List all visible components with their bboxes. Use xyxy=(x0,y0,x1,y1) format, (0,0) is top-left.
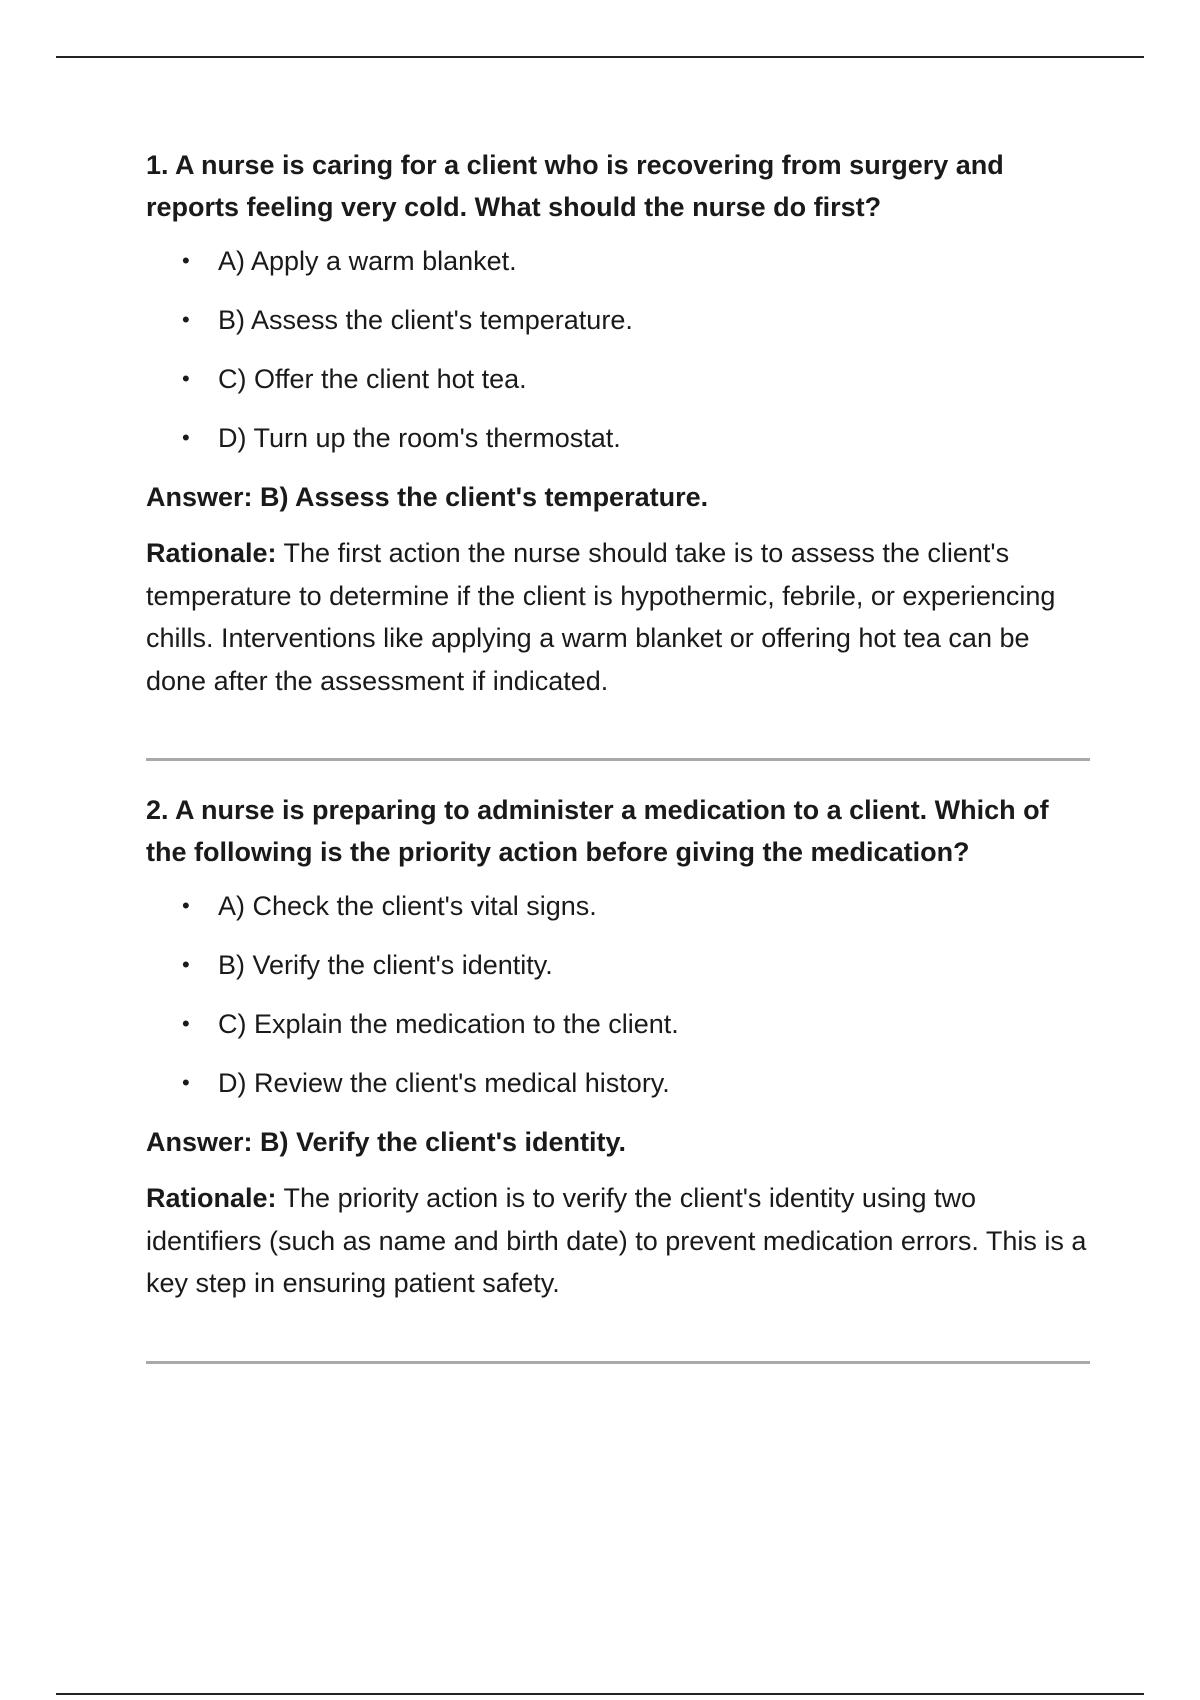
section-divider xyxy=(146,1361,1090,1364)
option-text: C) Offer the client hot tea. xyxy=(218,364,527,394)
page-bottom-rule xyxy=(56,1693,1144,1695)
option-item xyxy=(146,240,1094,282)
bullet-icon: • xyxy=(182,952,190,977)
bullet-icon: • xyxy=(182,248,190,273)
answer-options xyxy=(146,240,1094,459)
rationale-text: The first action the nurse should take is to assess the client's temperature to determine if the client is hypothermic, febrile, or experiencing chills. Interventions like applying a warm blanket or offering hot tea can be done after the assessment if indicated. xyxy=(146,538,1056,696)
option-text: C) Explain the medication to the client. xyxy=(218,1009,679,1039)
rationale-paragraph xyxy=(146,532,1094,702)
option-text: A) Apply a warm blanket. xyxy=(218,246,517,276)
rationale-paragraph xyxy=(146,1177,1094,1305)
option-item xyxy=(146,1062,1094,1104)
option-text: D) Turn up the room's thermostat. xyxy=(218,423,621,453)
option-item xyxy=(146,417,1094,459)
answer-line: Answer: B) Verify the client's identity. xyxy=(146,1127,627,1157)
bullet-icon: • xyxy=(182,1011,190,1036)
question-title: 1. A nurse is caring for a client who is recovering from surgery and reports feeling very cold. What should the nurse do first? xyxy=(146,150,1004,222)
question-block-1 xyxy=(146,144,1094,702)
option-item xyxy=(146,299,1094,341)
page-top-rule xyxy=(56,56,1144,58)
document-content xyxy=(146,144,1094,1364)
option-item xyxy=(146,358,1094,400)
option-item xyxy=(146,1003,1094,1045)
option-text: D) Review the client's medical history. xyxy=(218,1068,670,1098)
bullet-icon: • xyxy=(182,425,190,450)
section-divider xyxy=(146,758,1090,761)
bullet-icon: • xyxy=(182,307,190,332)
option-item xyxy=(146,885,1094,927)
answer-line: Answer: B) Assess the client's temperature. xyxy=(146,482,709,512)
rationale-label: Rationale: xyxy=(146,1183,277,1213)
option-text: B) Verify the client's identity. xyxy=(218,950,553,980)
bullet-icon: • xyxy=(182,1070,190,1095)
rationale-label: Rationale: xyxy=(146,538,277,568)
option-text: B) Assess the client's temperature. xyxy=(218,305,633,335)
option-item xyxy=(146,944,1094,986)
bullet-icon: • xyxy=(182,893,190,918)
answer-options xyxy=(146,885,1094,1104)
question-block-2 xyxy=(146,789,1094,1305)
question-title: 2. A nurse is preparing to administer a medication to a client. Which of the following is the priority action before giving the medication? xyxy=(146,795,1049,867)
bullet-icon: • xyxy=(182,366,190,391)
rationale-text: The priority action is to verify the client's identity using two identifiers (such as name and birth date) to prevent medication errors. This is a key step in ensuring patient safety. xyxy=(146,1183,1087,1298)
option-text: A) Check the client's vital signs. xyxy=(218,891,597,921)
